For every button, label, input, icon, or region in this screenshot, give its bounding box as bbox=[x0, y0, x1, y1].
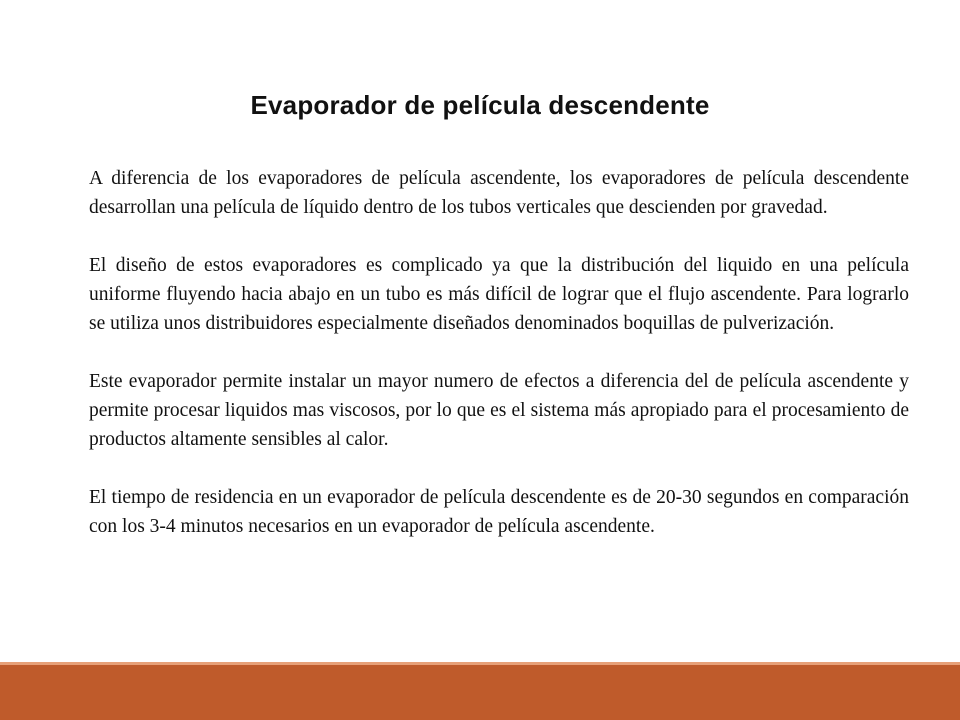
slide-title: Evaporador de película descendente bbox=[250, 90, 710, 120]
footer-bar bbox=[0, 665, 960, 720]
paragraph-3: Este evaporador permite instalar un mayor numero de efectos a diferencia del de película ascendente y permite procesar liquidos mas viscosos, por lo que es el sistema más apropiado para el procesamiento de productos altamente sensibles al calor. bbox=[89, 371, 909, 450]
paragraph-4: El tiempo de residencia en un evaporador de película descendente es de 20-30 segundos en comparación con los 3-4 minutos necesarios en un evaporador de película ascendente. bbox=[89, 487, 909, 537]
paragraph-2: El diseño de estos evaporadores es complicado ya que la distribución del liquido en una película uniforme fluyendo hacia abajo en un tubo es más difícil de lograr que el flujo ascendente. Para lograrlo se utiliza unos distribuidores especialmente diseñados denominados boquillas de pulverización. bbox=[89, 255, 909, 334]
slide-body bbox=[89, 164, 909, 541]
paragraph-1: A diferencia de los evaporadores de película ascendente, los evaporadores de película descendente desarrollan una película de líquido dentro de los tubos verticales que descienden por gravedad. bbox=[89, 168, 909, 218]
